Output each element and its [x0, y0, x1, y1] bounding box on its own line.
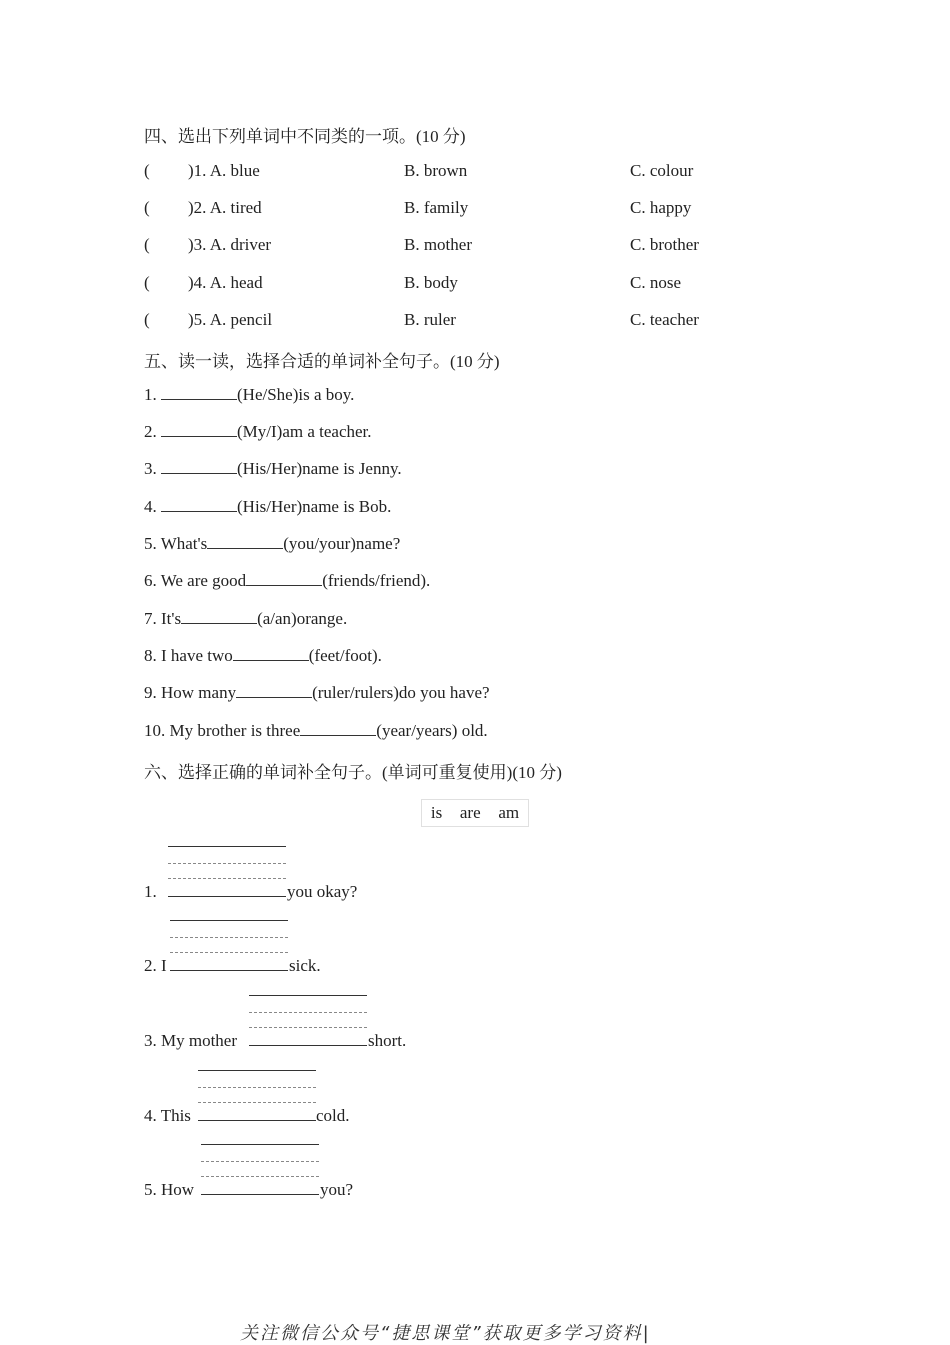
sentence-item — [144, 385, 354, 405]
sentence-suffix: (you/your)name? — [283, 534, 401, 553]
option-b: B. body — [404, 273, 458, 292]
option-c: C. happy — [630, 198, 692, 217]
option-a: )5. A. pencil — [188, 310, 273, 329]
sentence-suffix: (year/years) old. — [376, 721, 488, 740]
sentence-suffix: (a/an)orange. — [257, 609, 348, 628]
word-bank-item: is — [430, 803, 443, 822]
sentence-prefix: 7. It's — [144, 609, 182, 628]
sentence-suffix: sick. — [289, 956, 321, 975]
word-bank-item: am — [498, 803, 520, 822]
answer-blank[interactable] — [246, 571, 322, 586]
option-b: B. family — [404, 198, 469, 217]
sentence-suffix: (His/Her)name is Jenny. — [237, 459, 402, 478]
sentence-suffix: (His/Her)name is Bob. — [237, 497, 392, 516]
answer-blank[interactable] — [161, 422, 237, 437]
answer-blank[interactable] — [161, 497, 237, 512]
option-a: )2. A. tired — [188, 198, 262, 217]
word-bank-item: are — [459, 803, 481, 822]
writing-lines[interactable] — [198, 1070, 316, 1132]
sentence-item — [144, 609, 347, 629]
sentence-prefix: 2. I — [144, 956, 167, 975]
option-a: )3. A. driver — [188, 235, 272, 254]
sentence-item — [144, 497, 391, 517]
option-a: )4. A. head — [188, 273, 263, 292]
sentence-item — [144, 534, 400, 554]
sentence-suffix: you okay? — [287, 882, 358, 901]
answer-paren[interactable]: ( — [144, 161, 150, 180]
word-bank — [421, 799, 529, 827]
answer-blank[interactable] — [236, 683, 312, 698]
sentence-item — [144, 422, 372, 442]
sentence-suffix: (friends/friend). — [322, 571, 431, 590]
section-4-heading: 四、选出下列单词中不同类的一项。(10 分) — [144, 127, 466, 146]
sentence-prefix: 4. — [144, 497, 161, 516]
sentence-prefix: 3. — [144, 459, 161, 478]
sentence-suffix: you? — [320, 1180, 354, 1199]
sentence-suffix: short. — [368, 1031, 407, 1050]
sentence-suffix: (He/She)is a boy. — [237, 385, 355, 404]
sentence-item — [144, 721, 488, 741]
sentence-prefix: 4. This — [144, 1106, 191, 1125]
sentence-prefix: 9. How many — [144, 683, 237, 702]
writing-lines[interactable] — [168, 846, 286, 908]
sentence-item — [144, 646, 382, 666]
sentence-suffix: (ruler/rulers)do you have? — [312, 683, 490, 702]
answer-blank[interactable] — [207, 534, 283, 549]
option-c: C. nose — [630, 273, 681, 292]
sentence-prefix: 5. What's — [144, 534, 208, 553]
sentence-prefix: 1. — [144, 882, 157, 901]
option-b: B. ruler — [404, 310, 456, 329]
writing-lines[interactable] — [249, 995, 367, 1057]
option-c: C. teacher — [630, 310, 699, 329]
section-6-heading: 六、选择正确的单词补全句子。(单词可重复使用)(10 分) — [144, 763, 562, 782]
sentence-prefix: 8. I have two — [144, 646, 233, 665]
sentence-prefix: 5. How — [144, 1180, 195, 1199]
answer-blank[interactable] — [161, 459, 237, 474]
writing-lines[interactable] — [170, 920, 288, 982]
sentence-prefix: 1. — [144, 385, 161, 404]
option-c: C. brother — [630, 235, 699, 254]
sentence-item — [144, 571, 430, 591]
option-a: )1. A. blue — [188, 161, 260, 180]
sentence-prefix: 10. My brother is three — [144, 721, 301, 740]
option-c: C. colour — [630, 161, 694, 180]
answer-paren[interactable]: ( — [144, 235, 150, 254]
answer-blank[interactable] — [233, 646, 309, 661]
answer-blank[interactable] — [181, 609, 257, 624]
sentence-prefix: 6. We are good — [144, 571, 247, 590]
sentence-prefix: 2. — [144, 422, 161, 441]
section-5-heading: 五、读一读，选择合适的单词补全句子。(10 分) — [144, 352, 500, 371]
sentence-suffix: (feet/foot). — [308, 646, 382, 665]
answer-paren[interactable]: ( — [144, 310, 150, 329]
answer-blank[interactable] — [300, 721, 376, 736]
sentence-item — [144, 683, 490, 703]
option-b: B. mother — [404, 235, 472, 254]
answer-blank[interactable] — [161, 385, 237, 400]
sentence-suffix: (My/I)am a teacher. — [237, 422, 372, 441]
sentence-prefix: 3. My mother — [144, 1031, 238, 1050]
sentence-item — [144, 459, 402, 479]
writing-lines[interactable] — [201, 1144, 319, 1206]
answer-paren[interactable]: ( — [144, 198, 150, 217]
answer-paren[interactable]: ( — [144, 273, 150, 292]
footer-note: 关注微信公众号“捷思课堂”获取更多学习资料| — [240, 1323, 651, 1344]
option-b: B. brown — [404, 161, 468, 180]
sentence-suffix: cold. — [316, 1106, 350, 1125]
